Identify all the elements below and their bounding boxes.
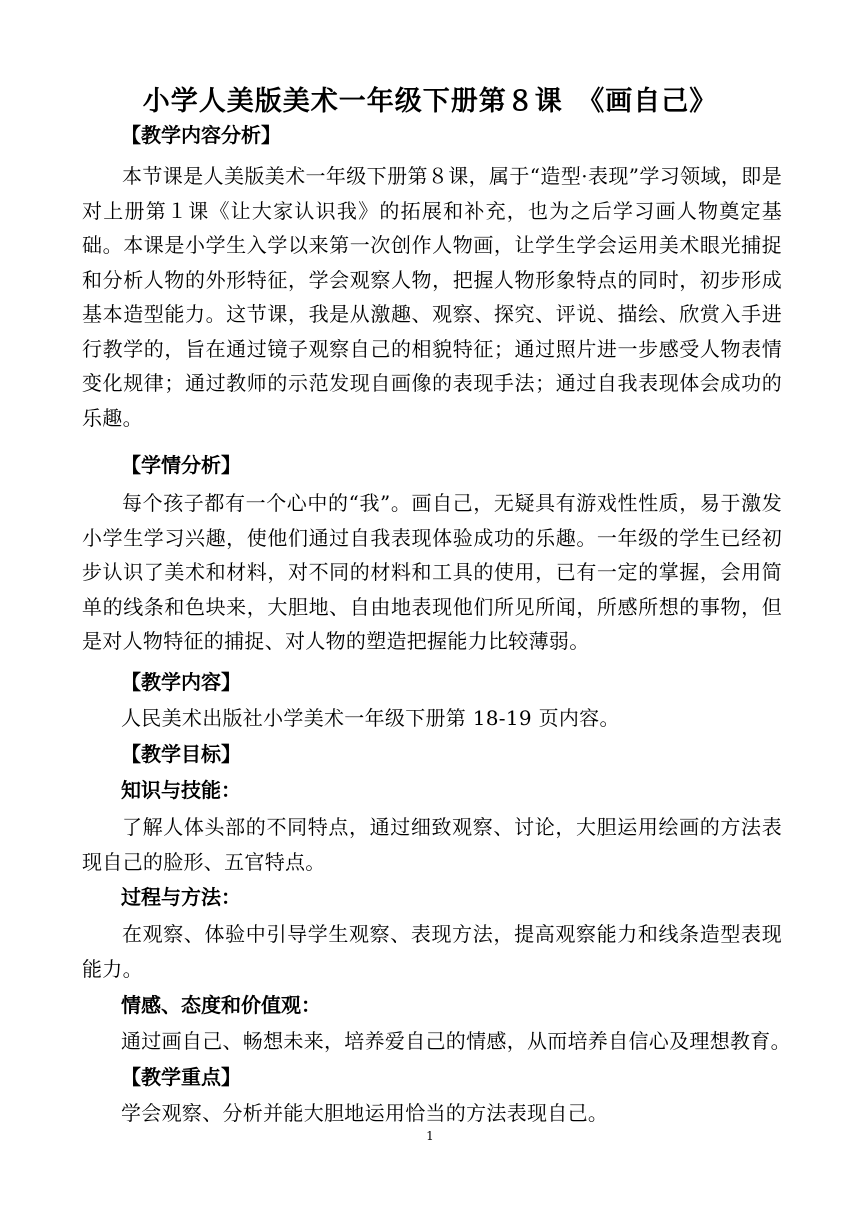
paragraph-teaching-content: 人民美术出版社小学美术一年级下册第 18-19 页内容。 <box>121 706 620 730</box>
paragraph-knowledge-skills: 了解人体头部的不同特点，通过细致观察、讨论，大胆运用绘画的方法表现自己的脸形、五官特点。 <box>82 815 782 874</box>
heading-teaching-goals: 【教学目标】 <box>121 742 241 766</box>
paragraph-process-methods: 在观察、体验中引导学生观察、表现方法，提高观察能力和线条造型表现能力。 <box>82 922 782 981</box>
paragraph-content-analysis: 本节课是人美版美术一年级下册第８课，属于“造型·表现”学习领域，即是对上册第１课《让大家认识我》的拓展和补充，也为之后学习画人物奠定基础。本课是小学生入学以来第一次创作人物画，让学生学会运用美术眼光捕捉和分析人物的外形特征，学会观察人物，把握人物形象特点的同时，初步形成基本造型能力。这节课，我是从激趣、观察、探究、评说、描绘、欣赏入手进行教学的，旨在通过镜子观察自己的相貌特征；通过照片进一步感受人物表情变化规律；通过教师的示范发现自画像的表现手法；通过自我表现体会成功的乐趣。 <box>82 164 782 430</box>
paragraph-key-points: 学会观察、分析并能大胆地运用恰当的方法表现自己。 <box>121 1101 609 1125</box>
label-knowledge-skills: 知识与技能： <box>121 778 241 802</box>
page-number: 1 <box>426 1129 434 1143</box>
heading-learner-analysis: 【学情分析】 <box>121 453 241 477</box>
heading-content-analysis: 【教学内容分析】 <box>121 123 281 147</box>
label-emotion-attitude-values: 情感、态度和价值观： <box>121 993 321 1017</box>
paragraph-learner-analysis: 每个孩子都有一个心中的“我”。画自己，无疑具有游戏性性质，易于激发小学生学习兴趣，使他们通过自我表现体验成功的乐趣。一年级的学生已经初步认识了美术和材料，对不同的材料和工具的使用，已有一定的掌握，会用简单的线条和色块来，大胆地、自由地表现他们所见所闻，所感所想的事物，但是对人物特征的捕捉、对人物的塑造把握能力比较薄弱。 <box>82 491 782 653</box>
heading-key-points: 【教学重点】 <box>121 1065 241 1089</box>
heading-teaching-content: 【教学内容】 <box>121 670 241 694</box>
document-title: 小学人美版美术一年级下册第８课 《画自己》 <box>142 86 718 117</box>
label-process-methods: 过程与方法： <box>121 885 241 909</box>
paragraph-emotion-attitude-values: 通过画自己、畅想未来，培养爱自己的情感，从而培养自信心及理想教育。 <box>121 1029 791 1053</box>
